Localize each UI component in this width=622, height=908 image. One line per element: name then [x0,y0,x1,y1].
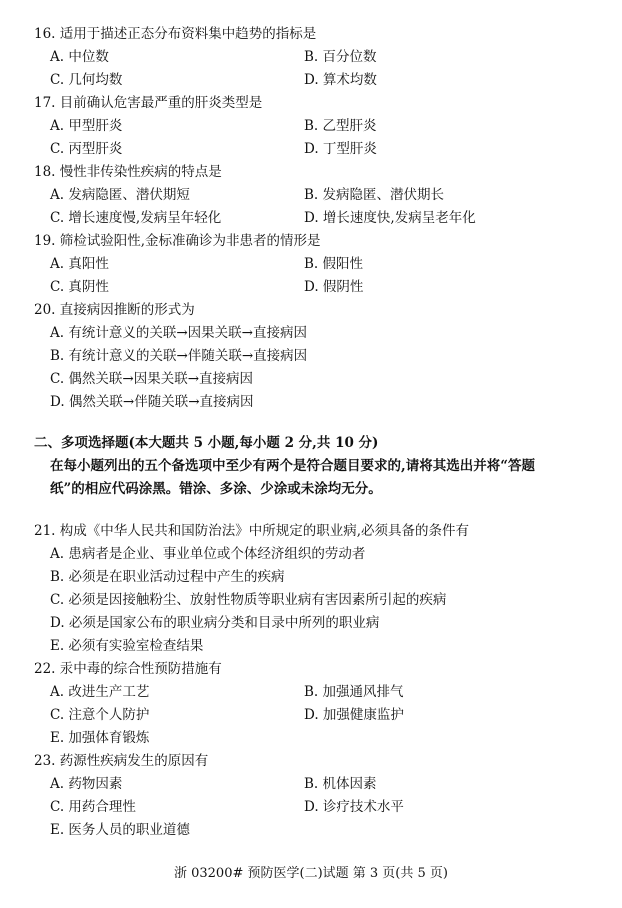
question-22-option-c: C. 注意个人防护 [50,707,150,723]
question-17-option-c: C. 丙型肝炎 [50,141,123,157]
question-23-option-d: D. 诊疗技术水平 [304,799,404,815]
question-18-option-a: A. 发病隐匿、潜伏期短 [50,187,190,203]
question-19-option-d: D. 假阴性 [304,279,364,295]
question-19-option-a: A. 真阳性 [50,256,109,272]
question-16-option-d: D. 算术均数 [304,72,377,88]
section-2-instruction-line-1: 在每小题列出的五个备选项中至少有两个是符合题目要求的,请将其选出并将“答题 [50,458,535,474]
question-21-option-d: D. 必须是国家公布的职业病分类和目录中所列的职业病 [50,615,380,631]
question-19-stem: 19. 筛检试验阳性,金标准确诊为非患者的情形是 [34,233,321,249]
question-18-option-d: D. 增长速度快,发病呈老年化 [304,210,476,226]
question-16-option-c: C. 几何均数 [50,72,123,88]
question-22-option-a: A. 改进生产工艺 [50,684,150,700]
question-20-option-d: D. 偶然关联→伴随关联→直接病因 [50,394,254,410]
question-16-stem: 16. 适用于描述正态分布资料集中趋势的指标是 [34,26,317,42]
question-22-stem: 22. 汞中毒的综合性预防措施有 [34,661,222,677]
question-22-option-b: B. 加强通风排气 [304,684,404,700]
question-17-option-d: D. 丁型肝炎 [304,141,377,157]
question-20-option-b: B. 有统计意义的关联→伴随关联→直接病因 [50,348,308,364]
question-23-option-e: E. 医务人员的职业道德 [50,822,190,838]
question-23-option-c: C. 用药合理性 [50,799,136,815]
question-21-option-b: B. 必须是在职业活动过程中产生的疾病 [50,569,285,585]
question-21-stem: 21. 构成《中华人民共和国防治法》中所规定的职业病,必须具备的条件有 [34,523,470,539]
question-17-option-a: A. 甲型肝炎 [50,118,123,134]
question-16-option-b: B. 百分位数 [304,49,377,65]
page-footer: 浙 03200# 预防医学(二)试题 第 3 页(共 5 页) [173,866,448,881]
question-17-option-b: B. 乙型肝炎 [304,118,377,134]
question-21-option-a: A. 患病者是企业、事业单位或个体经济组织的劳动者 [50,546,366,562]
question-18-option-b: B. 发病隐匿、潜伏期长 [304,187,445,203]
section-2-title: 二、多项选择题(本大题共 5 小题,每小题 2 分,共 10 分) [34,435,379,451]
question-21-option-c: C. 必须是因接触粉尘、放射性物质等职业病有害因素所引起的疾病 [50,592,447,608]
question-20-option-a: A. 有统计意义的关联→因果关联→直接病因 [50,325,307,341]
question-23-option-a: A. 药物因素 [50,776,123,792]
question-18-option-c: C. 增长速度慢,发病呈年轻化 [50,210,222,226]
section-2-instruction-line-2: 纸”的相应代码涂黑。错涂、多涂、少涂或未涂均无分。 [50,481,382,497]
question-23-stem: 23. 药源性疾病发生的原因有 [34,753,209,769]
question-23-option-b: B. 机体因素 [304,776,377,792]
question-19-option-c: C. 真阴性 [50,279,109,295]
question-19-option-b: B. 假阳性 [304,256,364,272]
question-18-stem: 18. 慢性非传染性疾病的特点是 [34,164,222,180]
question-17-stem: 17. 目前确认危害最严重的肝炎类型是 [34,95,263,111]
question-20-option-c: C. 偶然关联→因果关联→直接病因 [50,371,254,387]
question-16-option-a: A. 中位数 [50,49,109,65]
question-21-option-e: E. 必须有实验室检查结果 [50,638,204,654]
question-22-option-d: D. 加强健康监护 [304,707,404,723]
question-20-stem: 20. 直接病因推断的形式为 [34,302,195,318]
question-22-option-e: E. 加强体育锻炼 [50,730,150,746]
